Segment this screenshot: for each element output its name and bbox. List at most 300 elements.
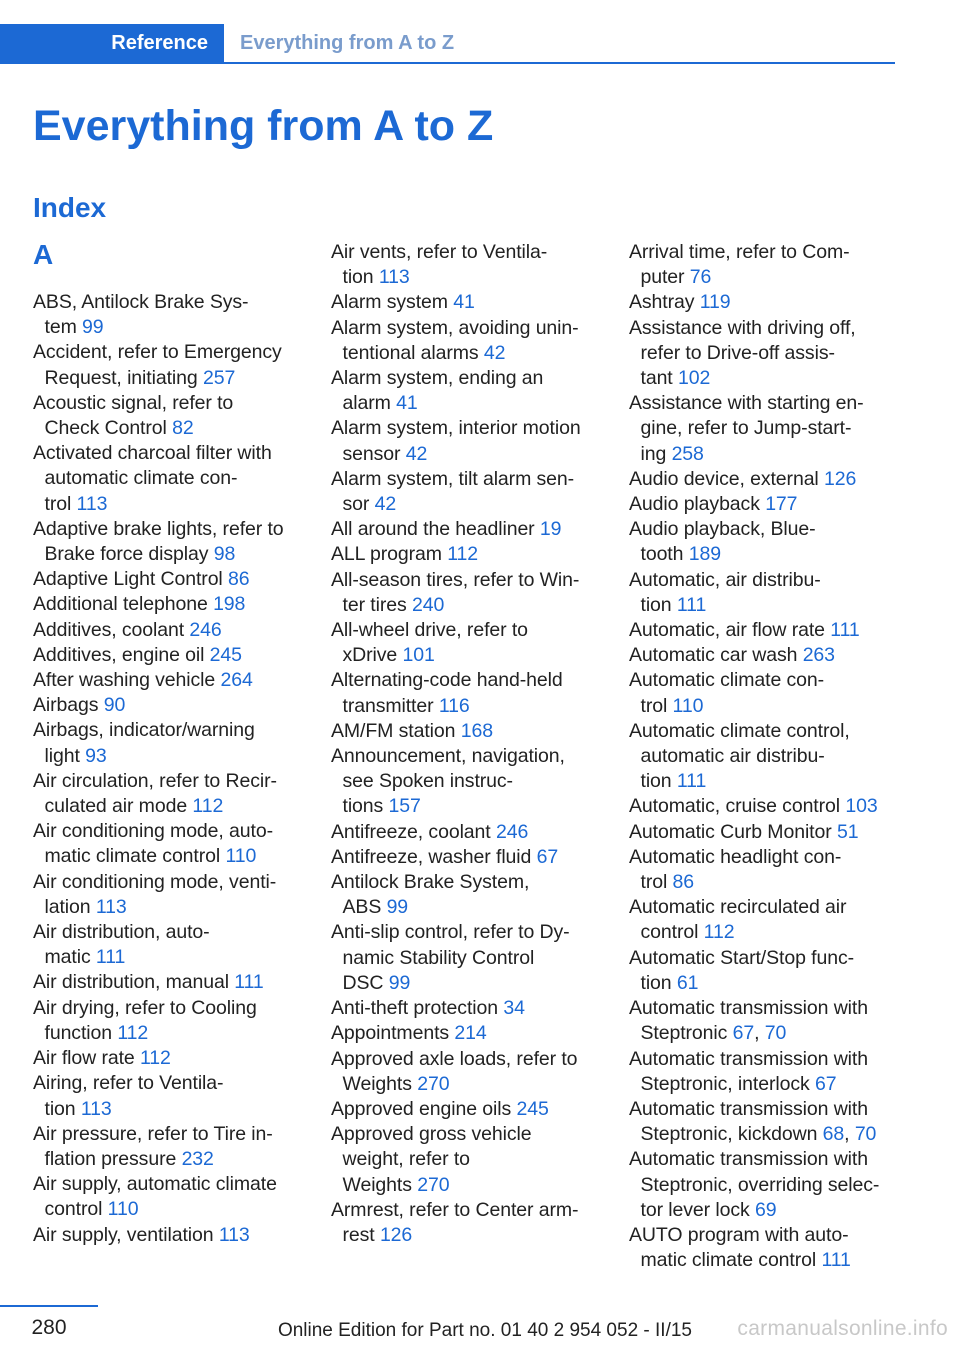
entry-term: automatic climate con-	[44, 467, 238, 490]
index-column-1	[33, 240, 308, 1248]
entry-term: tem	[44, 316, 77, 339]
entry-text	[331, 291, 475, 313]
entry-term: tion	[640, 770, 672, 793]
entry-term: Automatic Start/Stop func-	[629, 946, 855, 969]
index-entry	[33, 441, 308, 517]
index-entry	[331, 744, 606, 820]
entry-text	[629, 468, 856, 490]
index-entry	[33, 618, 308, 643]
entry-text	[629, 1098, 868, 1120]
page-link[interactable]: 113	[76, 492, 108, 515]
page-link[interactable]: 103	[845, 795, 878, 818]
entry-term: Alternating-code hand-held	[331, 669, 563, 692]
index-entry	[629, 316, 904, 392]
entry-term: ABS, Antilock Brake Sys-	[33, 291, 249, 313]
page-link[interactable]: 111	[234, 971, 264, 994]
entry-term: Air distribution, manual	[33, 971, 229, 994]
entry-term: trol	[44, 492, 72, 515]
index-entry	[33, 391, 308, 441]
page-link[interactable]: 90	[103, 694, 126, 717]
entry-term: Steptronic, overriding selec-	[640, 1173, 880, 1196]
entry-text	[45, 1022, 149, 1044]
entry-text	[331, 241, 547, 263]
entry-term: Acoustic signal, refer to	[33, 391, 234, 414]
entry-term: trol	[640, 871, 668, 894]
page-link[interactable]: 119	[699, 291, 731, 314]
entry-term: Assistance with starting en-	[629, 392, 864, 415]
page-link[interactable]: 263	[802, 644, 835, 667]
entry-term: ABS	[342, 896, 382, 919]
page-link[interactable]: 246	[495, 820, 529, 843]
entry-term: tentional alarms	[342, 341, 479, 364]
page-link[interactable]: 70	[854, 1123, 877, 1146]
entry-text	[629, 493, 797, 515]
page-link[interactable]: 99	[82, 316, 104, 339]
entry-text	[33, 619, 222, 641]
entry-text	[641, 543, 721, 565]
entry-text	[331, 543, 478, 565]
entry-text	[331, 1199, 578, 1221]
entry-term: Air conditioning mode, venti-	[33, 870, 277, 893]
index-entry	[629, 290, 904, 315]
index-entry	[629, 492, 904, 517]
entry-term: All around the headliner	[331, 518, 535, 541]
entry-text	[33, 1047, 171, 1069]
index-entry	[33, 1172, 308, 1222]
page-link[interactable]: 112	[447, 543, 479, 566]
page-link[interactable]: 112	[117, 1021, 149, 1044]
index-column-2	[331, 240, 606, 1248]
entry-term: Steptronic, kickdown	[640, 1123, 818, 1146]
entry-text	[45, 316, 104, 338]
index-entry	[33, 643, 308, 668]
entry-text	[331, 317, 579, 339]
entry-term: see Spoken instruc-	[342, 770, 513, 793]
page-link[interactable]: 189	[688, 543, 721, 566]
entry-text	[629, 1148, 868, 1170]
page-link[interactable]: 270	[417, 1173, 450, 1196]
page-link[interactable]: 214	[454, 1022, 487, 1045]
entry-text	[331, 1022, 487, 1044]
entry-text	[343, 972, 411, 994]
page-link[interactable]: 112	[192, 795, 224, 818]
index-entry	[33, 819, 308, 869]
page-link[interactable]: 245	[209, 643, 242, 666]
entry-term: Additional telephone	[33, 593, 208, 616]
entry-text	[33, 820, 273, 842]
page-link[interactable]: 34	[503, 997, 525, 1020]
entry-term: Air vents, refer to Ventila-	[331, 241, 548, 263]
entry-term: ter tires	[342, 593, 407, 616]
page-link[interactable]: 198	[213, 593, 246, 616]
entry-text	[629, 1048, 868, 1070]
entry-text	[641, 417, 852, 439]
page-link[interactable]: 232	[181, 1147, 214, 1170]
entry-text	[33, 669, 253, 691]
entry-term: Automatic transmission with	[629, 1097, 868, 1120]
index-entry	[33, 668, 308, 693]
page-link[interactable]: 113	[80, 1097, 112, 1120]
page-link[interactable]: 101	[402, 644, 435, 667]
entry-term: Air distribution, auto-	[33, 921, 210, 944]
entry-text	[629, 795, 878, 817]
entry-term: Additives, engine oil	[33, 643, 205, 666]
entry-term: Automatic, air distribu-	[629, 568, 821, 591]
entry-text	[343, 443, 428, 465]
page-link[interactable]: 111	[676, 770, 707, 793]
entry-text	[33, 341, 282, 363]
entry-term: Alarm system, tilt alarm sen-	[331, 467, 575, 490]
page-link[interactable]: 111	[830, 619, 860, 642]
entry-text	[641, 695, 704, 717]
entry-text	[343, 795, 421, 817]
index-entry	[331, 542, 606, 567]
entry-term: Airbags	[33, 694, 99, 717]
page-link[interactable]: 98	[213, 543, 236, 566]
page-link[interactable]: 264	[220, 669, 253, 692]
entry-text	[343, 1224, 413, 1246]
entry-term: Anti-theft protection	[331, 997, 498, 1020]
entry-term: Automatic, cruise control	[629, 795, 841, 818]
index-entry	[629, 820, 904, 845]
page-link[interactable]: 157	[388, 795, 421, 818]
page-link[interactable]: 41	[396, 392, 418, 415]
page-link[interactable]: 93	[85, 744, 107, 767]
index-entry	[331, 996, 606, 1021]
entry-text	[641, 443, 704, 465]
page-link[interactable]: 257	[202, 366, 236, 389]
entry-term: function	[44, 1021, 112, 1044]
index-letter: A	[33, 239, 54, 270]
entry-term: Air flow rate	[33, 1047, 135, 1070]
entry-text	[343, 947, 535, 969]
entry-term: Approved axle loads, refer to	[331, 1047, 578, 1070]
entry-term: matic climate control	[640, 1249, 817, 1272]
entry-term: Armrest, refer to Center arm-	[331, 1198, 579, 1221]
edition-note: Online Edition for Part no. 01 40 2 954 052 - II/15	[277, 1320, 692, 1341]
page-link[interactable]: 240	[411, 593, 445, 616]
page-link[interactable]: 67	[732, 1022, 755, 1045]
page-link[interactable]: 245	[516, 1097, 549, 1120]
page-link[interactable]: 116	[438, 694, 470, 717]
index-entry	[629, 845, 904, 895]
entry-term: tant	[640, 367, 673, 390]
entry-text	[629, 291, 731, 313]
entry-term: automatic air distribu-	[640, 745, 825, 768]
entry-term: light	[44, 744, 80, 767]
index-entry	[331, 719, 606, 744]
entry-text	[641, 367, 711, 389]
entry-term: Anti-slip control, refer to Dy-	[331, 921, 570, 944]
page-link[interactable]: 51	[836, 820, 859, 843]
page-link[interactable]: 113	[378, 266, 410, 289]
entry-text	[331, 468, 574, 490]
entry-term: rest	[342, 1223, 375, 1246]
entry-text	[641, 1174, 880, 1196]
entry-text	[629, 392, 864, 414]
page-link[interactable]: 61	[676, 971, 699, 994]
page-link[interactable]: 82	[172, 417, 194, 440]
entry-text	[45, 367, 236, 389]
entry-text	[331, 720, 493, 742]
page-link[interactable]: 67	[814, 1072, 837, 1095]
page-link[interactable]: 19	[539, 518, 562, 541]
entry-text	[629, 619, 860, 641]
index-entry	[331, 668, 606, 718]
entry-term: flation pressure	[44, 1147, 177, 1170]
entry-text	[331, 921, 570, 943]
index-column-3	[629, 240, 904, 1273]
entry-term: tion	[342, 266, 374, 289]
entry-text	[629, 997, 868, 1019]
entry-text	[331, 619, 528, 641]
entry-text	[33, 971, 264, 993]
entry-term: Air conditioning mode, auto-	[33, 820, 274, 843]
entry-term: Brake force display	[44, 543, 209, 566]
entry-text	[343, 392, 418, 414]
page-link[interactable]: 112	[703, 921, 735, 944]
entry-term: Arrival time, refer to Com-	[629, 241, 850, 263]
entry-text	[331, 997, 525, 1019]
entry-term: Check Control	[44, 417, 167, 440]
page-link[interactable]: 110	[672, 694, 704, 717]
page-link[interactable]: 76	[689, 266, 712, 289]
index-entry	[33, 920, 308, 970]
page-link[interactable]: 42	[483, 341, 506, 364]
page-link[interactable]: 177	[765, 493, 798, 516]
page-link[interactable]: 126	[379, 1223, 413, 1246]
entry-text	[641, 745, 825, 767]
page-link[interactable]: 67	[536, 845, 559, 868]
index-entry	[33, 718, 308, 768]
entry-term: Air pressure, refer to Tire in-	[33, 1122, 273, 1145]
index-entry	[33, 693, 308, 718]
entry-term: tion	[640, 971, 672, 994]
index-entry	[33, 340, 308, 390]
entry-term: Alarm system, avoiding unin-	[331, 316, 579, 339]
entry-text	[33, 921, 210, 943]
entry-term: puter	[640, 266, 685, 289]
entry-term: Air supply, ventilation	[33, 1223, 214, 1246]
page-link[interactable]: 270	[417, 1072, 450, 1095]
entry-text	[629, 947, 854, 969]
entry-term: control	[44, 1198, 103, 1221]
entry-text	[331, 1048, 577, 1070]
entry-text	[629, 317, 856, 339]
entry-text	[33, 593, 245, 615]
entry-text	[331, 1123, 532, 1145]
page-link[interactable]: 258	[671, 442, 704, 465]
page-link[interactable]: 70	[764, 1022, 787, 1045]
page-link[interactable]: 86	[672, 871, 695, 894]
entry-term: Steptronic, interlock	[640, 1072, 810, 1095]
index-entry	[33, 290, 308, 340]
entry-text	[331, 367, 543, 389]
tab-section-title[interactable]: Everything from A to Z	[240, 31, 455, 54]
entry-text: Steptronic, kickdown 68, 70	[640, 1123, 877, 1146]
entry-text	[45, 1198, 139, 1220]
page-link[interactable]: 99	[388, 971, 411, 994]
entry-term: Alarm system	[331, 291, 448, 314]
entry-text	[629, 669, 824, 691]
index-entry	[629, 719, 904, 795]
index-entry	[33, 1046, 308, 1071]
entry-term: Automatic recirculated air	[629, 896, 847, 919]
entry-term: Automatic transmission with	[629, 1148, 868, 1171]
entry-text	[629, 1224, 849, 1246]
entry-term: Automatic transmission with	[629, 1047, 868, 1070]
entry-term: lation	[44, 895, 91, 918]
entry-text	[343, 695, 470, 717]
index-entry	[629, 1223, 904, 1273]
page-link[interactable]: 42	[374, 493, 397, 516]
entry-text	[45, 795, 224, 817]
entry-text	[629, 569, 821, 591]
entry-text	[641, 342, 835, 364]
entry-term: Automatic climate con-	[629, 669, 825, 692]
entry-text	[629, 518, 816, 540]
entry-text	[331, 669, 563, 691]
entry-term: tor lever lock	[640, 1198, 750, 1221]
page-link[interactable]: 110	[225, 845, 257, 868]
entry-text	[45, 417, 194, 439]
entry-term: Air circulation, refer to Recir-	[33, 769, 277, 792]
entry-text	[45, 946, 126, 968]
page-link[interactable]: 246	[189, 618, 222, 641]
entry-text	[33, 719, 255, 741]
page-link[interactable]: 112	[139, 1047, 171, 1070]
entry-text	[45, 1148, 214, 1170]
entry-text	[629, 241, 850, 263]
page-link[interactable]: 110	[107, 1198, 139, 1221]
entry-text	[33, 1123, 273, 1145]
entry-term: refer to Drive-off assis-	[640, 341, 835, 364]
entry-text	[33, 644, 242, 666]
index-entry	[33, 567, 308, 592]
index-entry	[331, 568, 606, 618]
entry-text	[641, 1249, 851, 1271]
entry-term: tion	[44, 1097, 76, 1120]
entry-text	[45, 896, 127, 918]
index-entry	[629, 391, 904, 467]
index-entry	[629, 668, 904, 718]
page-link[interactable]: 126	[824, 467, 857, 490]
entry-term: Adaptive brake lights, refer to	[33, 517, 284, 540]
entry-term: Request, initiating	[44, 366, 198, 389]
entry-text	[641, 972, 699, 994]
page-link[interactable]: 111	[95, 946, 126, 969]
entry-term: matic	[44, 946, 91, 969]
page-link[interactable]: 42	[405, 442, 428, 465]
index-entry	[629, 643, 904, 668]
entry-text	[331, 745, 565, 767]
entry-text	[33, 1072, 223, 1094]
entry-term: Accident, refer to Emergency	[33, 341, 282, 364]
entry-text	[629, 720, 850, 742]
index-entry	[33, 517, 308, 567]
entry-text	[33, 442, 272, 464]
entry-text	[33, 770, 277, 792]
entry-text	[343, 594, 445, 616]
entry-term: Antilock Brake System,	[331, 871, 530, 894]
entry-text	[343, 342, 506, 364]
entry-term: control	[640, 921, 699, 944]
entry-term: Audio playback, Blue-	[629, 518, 816, 541]
tab-reference[interactable]: Reference	[0, 24, 224, 62]
index-entry	[629, 568, 904, 618]
index-entry	[629, 895, 904, 945]
page-link[interactable]: 168	[460, 719, 493, 742]
index-entry	[331, 1198, 606, 1248]
page-link[interactable]: 111	[821, 1249, 851, 1272]
index-entry	[33, 769, 308, 819]
index-entry	[331, 870, 606, 920]
entry-text	[331, 569, 579, 591]
entry-term: All-wheel drive, refer to	[331, 619, 528, 642]
index-entry	[33, 870, 308, 920]
index-heading: Index	[33, 192, 107, 223]
entry-text	[343, 896, 409, 918]
index-entry	[33, 996, 308, 1046]
page-title: Everything from A to Z	[33, 102, 494, 150]
entry-text	[33, 871, 276, 893]
page-link[interactable]: 41	[453, 291, 475, 314]
index-entry	[331, 820, 606, 845]
footer-rule	[0, 1305, 98, 1307]
entry-text	[343, 770, 513, 792]
entry-text	[331, 871, 529, 893]
page-link[interactable]: 86	[228, 568, 250, 591]
entry-term: Automatic transmission with	[629, 997, 868, 1020]
index-entry	[331, 1122, 606, 1198]
page-link[interactable]: 68	[822, 1123, 845, 1146]
entry-term: Automatic climate control,	[629, 719, 850, 742]
page-link[interactable]: 102	[677, 367, 711, 390]
index-entry	[331, 467, 606, 517]
entry-text	[33, 694, 125, 716]
entry-text	[33, 392, 233, 414]
entry-text	[331, 417, 581, 439]
page-link[interactable]: 99	[386, 896, 409, 919]
entry-term: AUTO program with auto-	[629, 1223, 849, 1246]
entry-term: Automatic car wash	[629, 644, 798, 667]
entry-term: AM/FM station	[331, 719, 456, 742]
index-entry	[33, 592, 308, 617]
index-entry	[331, 845, 606, 870]
index-entry	[33, 970, 308, 995]
page-link[interactable]: 113	[95, 895, 127, 918]
entry-term: Air drying, refer to Cooling	[33, 996, 257, 1019]
entry-text	[629, 821, 858, 843]
entry-text	[331, 518, 561, 540]
entry-term: After washing vehicle	[33, 669, 216, 692]
index-entry	[629, 517, 904, 567]
entry-term: transmitter	[342, 694, 434, 717]
entry-text	[629, 896, 846, 918]
entry-term: Audio playback	[629, 493, 760, 516]
entry-text	[343, 1148, 470, 1170]
entry-term: DSC	[342, 971, 384, 994]
entry-term: Alarm system, interior motion	[331, 417, 581, 440]
entry-text	[641, 266, 712, 288]
entry-term: All-season tires, refer to Win-	[331, 568, 580, 591]
page-link[interactable]: 69	[754, 1198, 777, 1221]
page-link[interactable]: 111	[676, 593, 707, 616]
page-link[interactable]: 113	[218, 1223, 250, 1246]
entry-term: weight, refer to	[342, 1148, 470, 1171]
index-entry	[629, 618, 904, 643]
entry-term: namic Stability Control	[342, 946, 535, 969]
